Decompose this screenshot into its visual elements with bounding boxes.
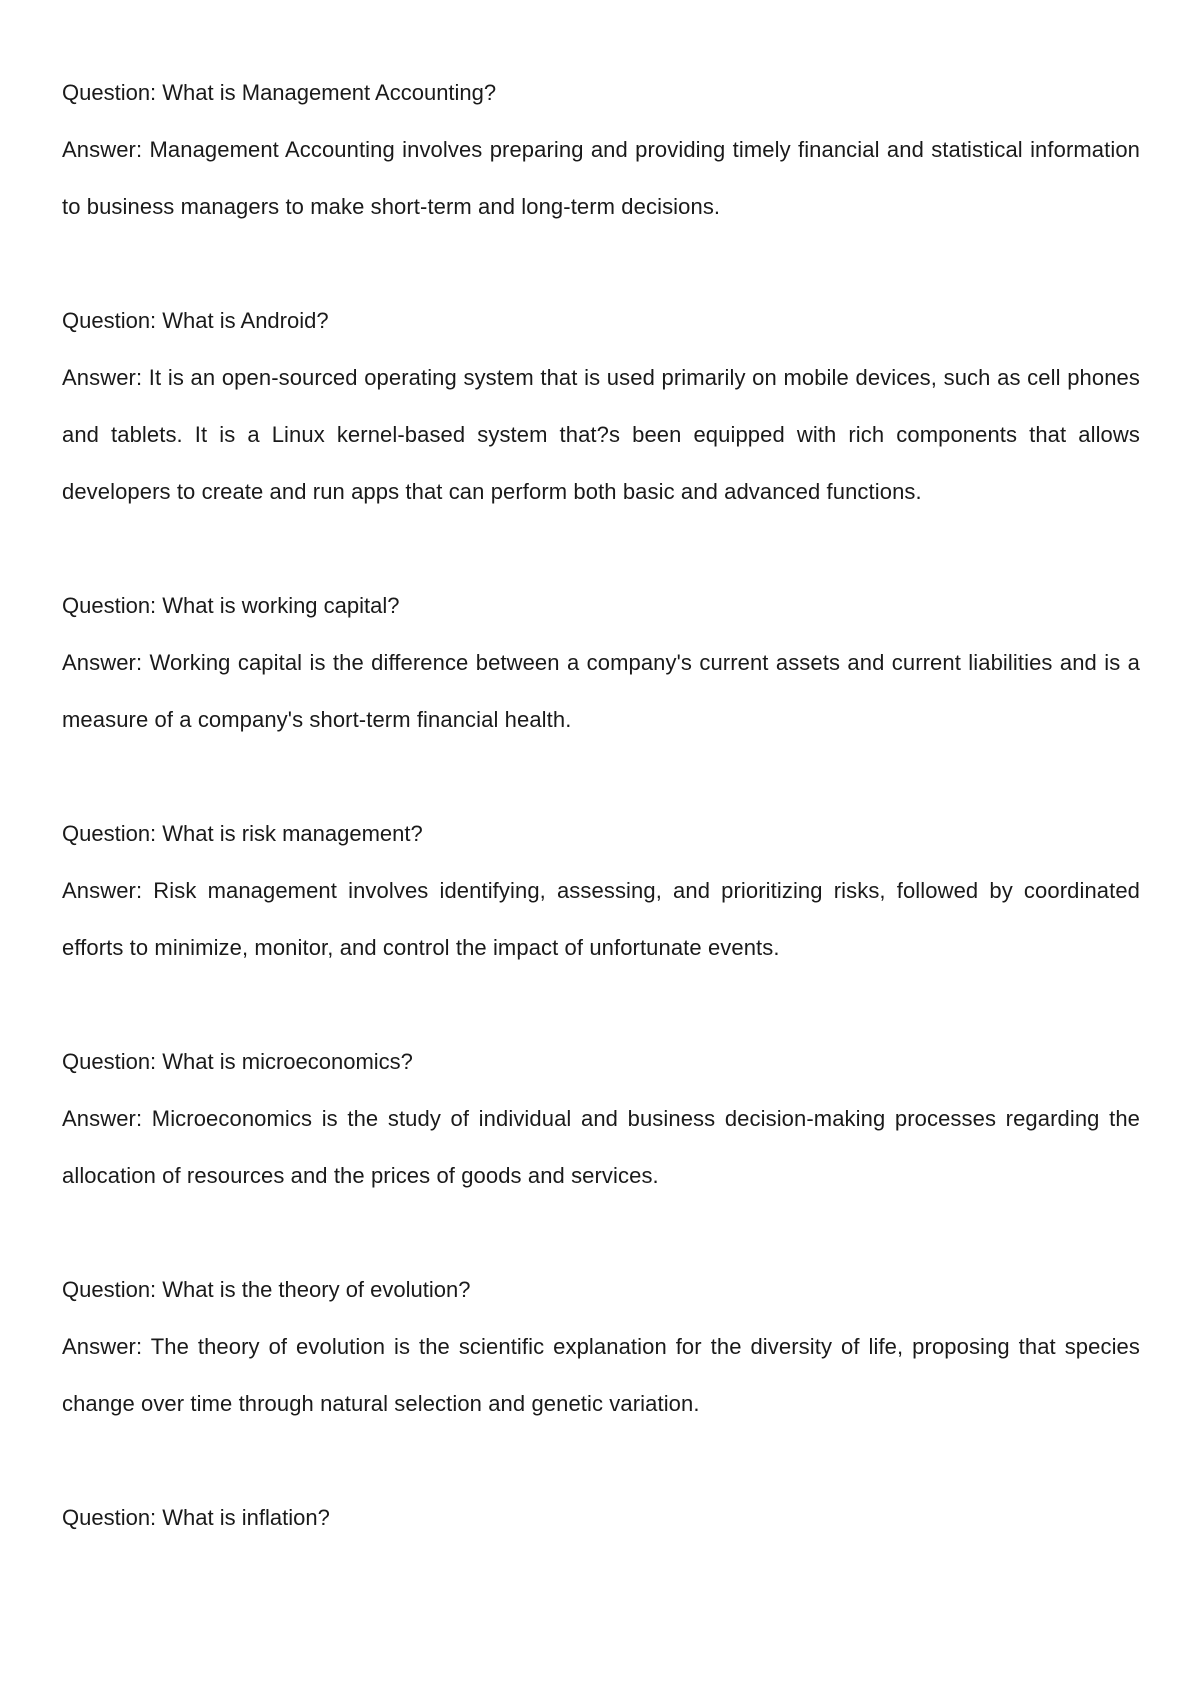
question-text: Question: What is Android? [62, 308, 329, 333]
answer-text: Answer: Working capital is the difference between a company's current assets and current liabilities and is a measure of a company's short-term financial health. [62, 650, 1140, 732]
question-text: Question: What is risk management? [62, 821, 423, 846]
answer-text: Answer: Management Accounting involves preparing and providing timely financial and statistical information to business managers to make short-term and long-term decisions. [62, 137, 1140, 219]
qa-item [62, 1261, 1140, 1432]
document-page [62, 64, 1140, 1603]
qa-item [62, 577, 1140, 748]
question-text: Question: What is Management Accounting? [62, 80, 497, 105]
answer-text: Answer: The theory of evolution is the scientific explanation for the diversity of life, proposing that species change over time through natural selection and genetic variation. [62, 1334, 1140, 1416]
qa-item [62, 292, 1140, 520]
answer-text: Answer: Risk management involves identifying, assessing, and prioritizing risks, followed by coordinated efforts to minimize, monitor, and control the impact of unfortunate events. [62, 878, 1140, 960]
answer-text: Answer: Microeconomics is the study of individual and business decision-making processes regarding the allocation of resources and the prices of goods and services. [62, 1106, 1140, 1188]
qa-item [62, 1033, 1140, 1204]
question-text: Question: What is working capital? [62, 593, 400, 618]
question-text: Question: What is microeconomics? [62, 1049, 413, 1074]
question-text: Question: What is inflation? [62, 1505, 330, 1530]
question-text: Question: What is the theory of evolution? [62, 1277, 471, 1302]
qa-item [62, 805, 1140, 976]
qa-item [62, 1489, 1140, 1546]
qa-item [62, 64, 1140, 235]
answer-text: Answer: It is an open-sourced operating system that is used primarily on mobile devices, such as cell phones and tablets. It is a Linux kernel-based system that?s been equipped with rich components that allows developers to create and run apps that can perform both basic and advanced functions. [62, 365, 1140, 504]
